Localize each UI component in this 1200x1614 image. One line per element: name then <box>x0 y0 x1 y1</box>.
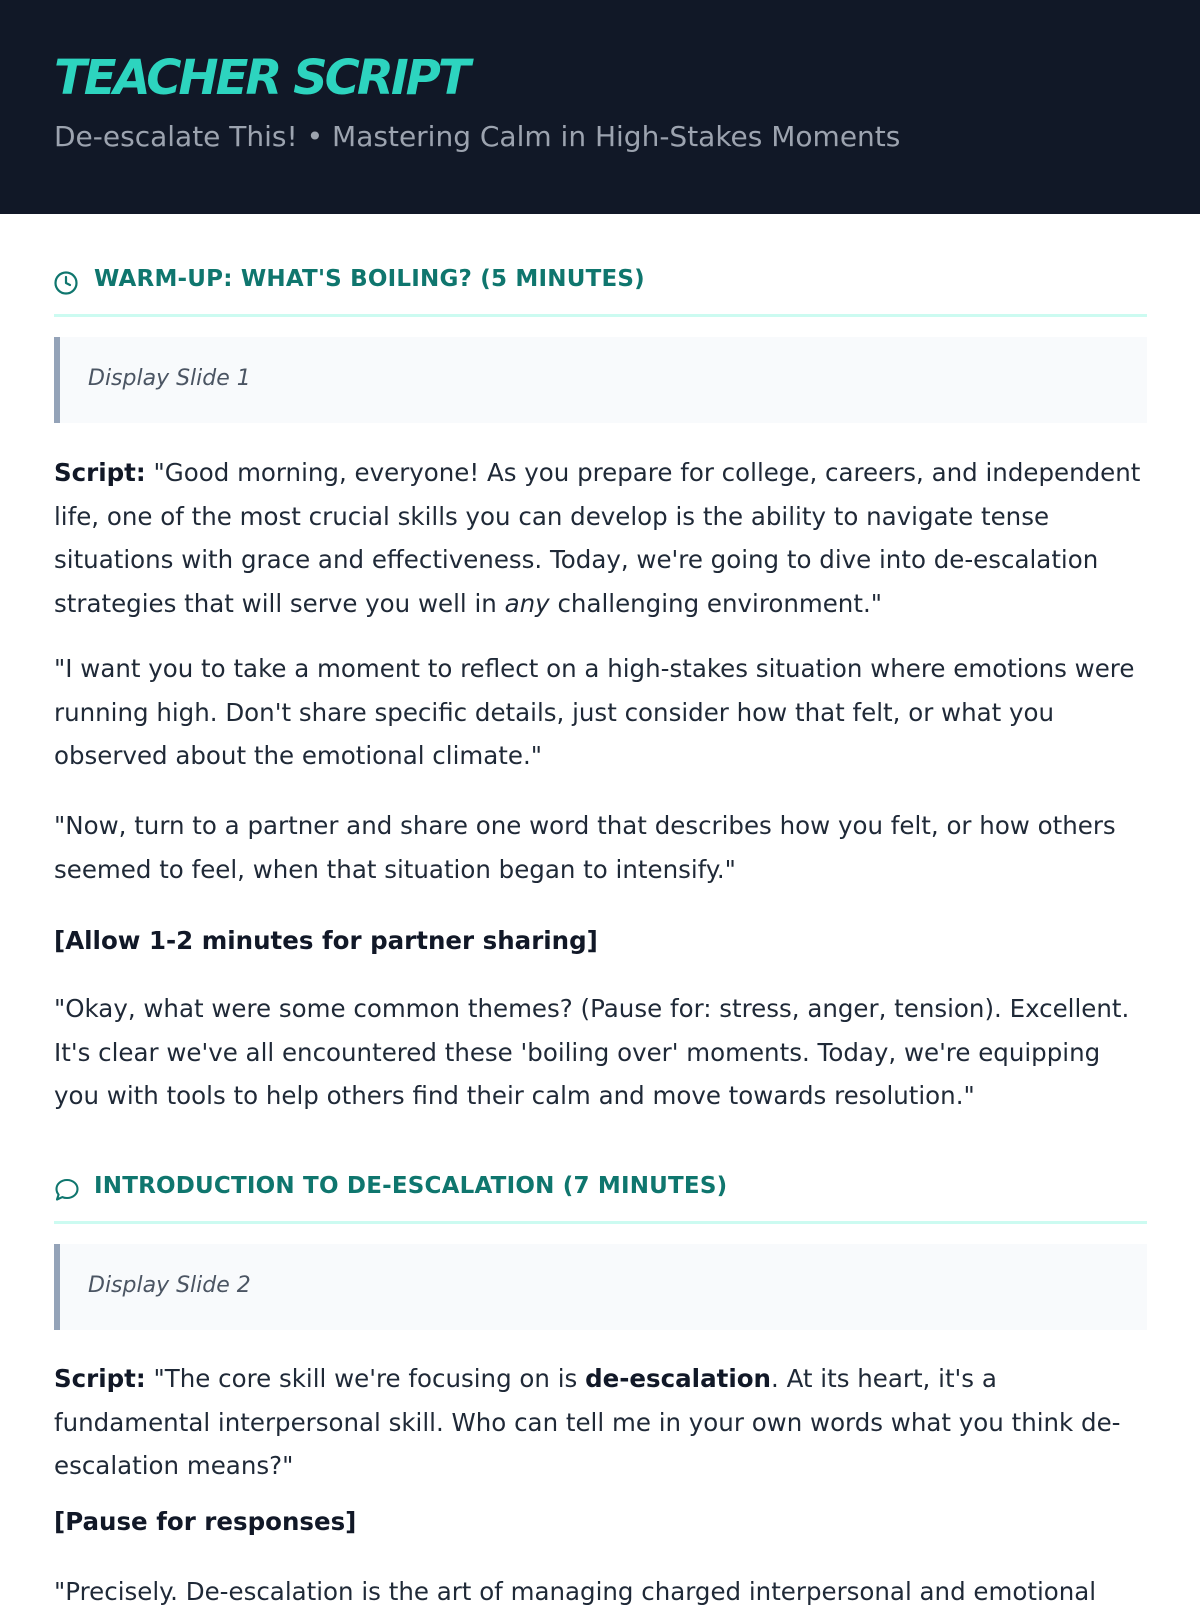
paragraph-text: "The core skill we're focusing on is <box>145 1364 586 1393</box>
stage-direction: [Allow 1-2 minutes for partner sharing] <box>54 926 598 955</box>
section-heading-warm-up <box>54 264 1147 317</box>
slide-callout-text: Display Slide 1 <box>88 366 251 391</box>
section-heading-introduction <box>54 1171 1147 1224</box>
clock-icon <box>54 270 80 296</box>
paragraph-text: . At its heart, it's a fundamental interpersonal skill. Who can tell me in your own words what you think de-escalation means?" <box>54 1364 1121 1480</box>
slide-callout <box>54 1244 1147 1330</box>
script-paragraph: "Okay, what were some common themes? (Pause for: stress, anger, tension). Excellent. It's clear we've all encountered these 'boiling over' moments. Today, we're equipping you with tools to help others find their calm and move towards resolution." <box>54 994 1130 1110</box>
script-paragraph: "Precisely. De-escalation is the art of managing charged interpersonal and emotional <box>54 1577 1097 1606</box>
script-paragraph: "Now, turn to a partner and share one word that describes how you felt, or how others seemed to feel, when that situation began to intensify." <box>54 811 1116 884</box>
page-title: TEACHER SCRIPT <box>54 50 468 106</box>
script-label: Script: <box>54 1364 146 1393</box>
stage-direction: [Pause for responses] <box>54 1507 357 1536</box>
script-label: Script: <box>54 458 146 487</box>
section-heading-text: INTRODUCTION TO DE-ESCALATION (7 MINUTES) <box>94 1173 728 1199</box>
slide-callout-text: Display Slide 2 <box>88 1273 251 1298</box>
strong-text: de-escalation <box>585 1364 771 1393</box>
page-header <box>0 0 1200 214</box>
speech-bubble-icon <box>54 1177 80 1203</box>
paragraph-text: "Good morning, everyone! As you prepare for college, careers, and independent life, one of the most crucial skills you can develop is the ability to navigate tense situations with grace and effectiveness. Today, we're going to dive into de-escalation strategies that will serve you well in <box>54 458 1141 618</box>
script-paragraph <box>54 1357 1147 1488</box>
script-paragraph: "I want you to take a moment to reflect on a high-stakes situation where emotions were running high. Don't share specific details, just consider how that felt, or what you observed about the emotional climate." <box>54 654 1135 770</box>
page-subtitle: De-escalate This! • Mastering Calm in High-Stakes Moments <box>54 120 901 153</box>
script-paragraph <box>54 451 1147 625</box>
section-heading-text: WARM-UP: WHAT'S BOILING? (5 MINUTES) <box>94 266 645 292</box>
paragraph-text: challenging environment." <box>549 588 883 618</box>
emphasis-text: any <box>504 588 550 618</box>
slide-callout <box>54 337 1147 423</box>
